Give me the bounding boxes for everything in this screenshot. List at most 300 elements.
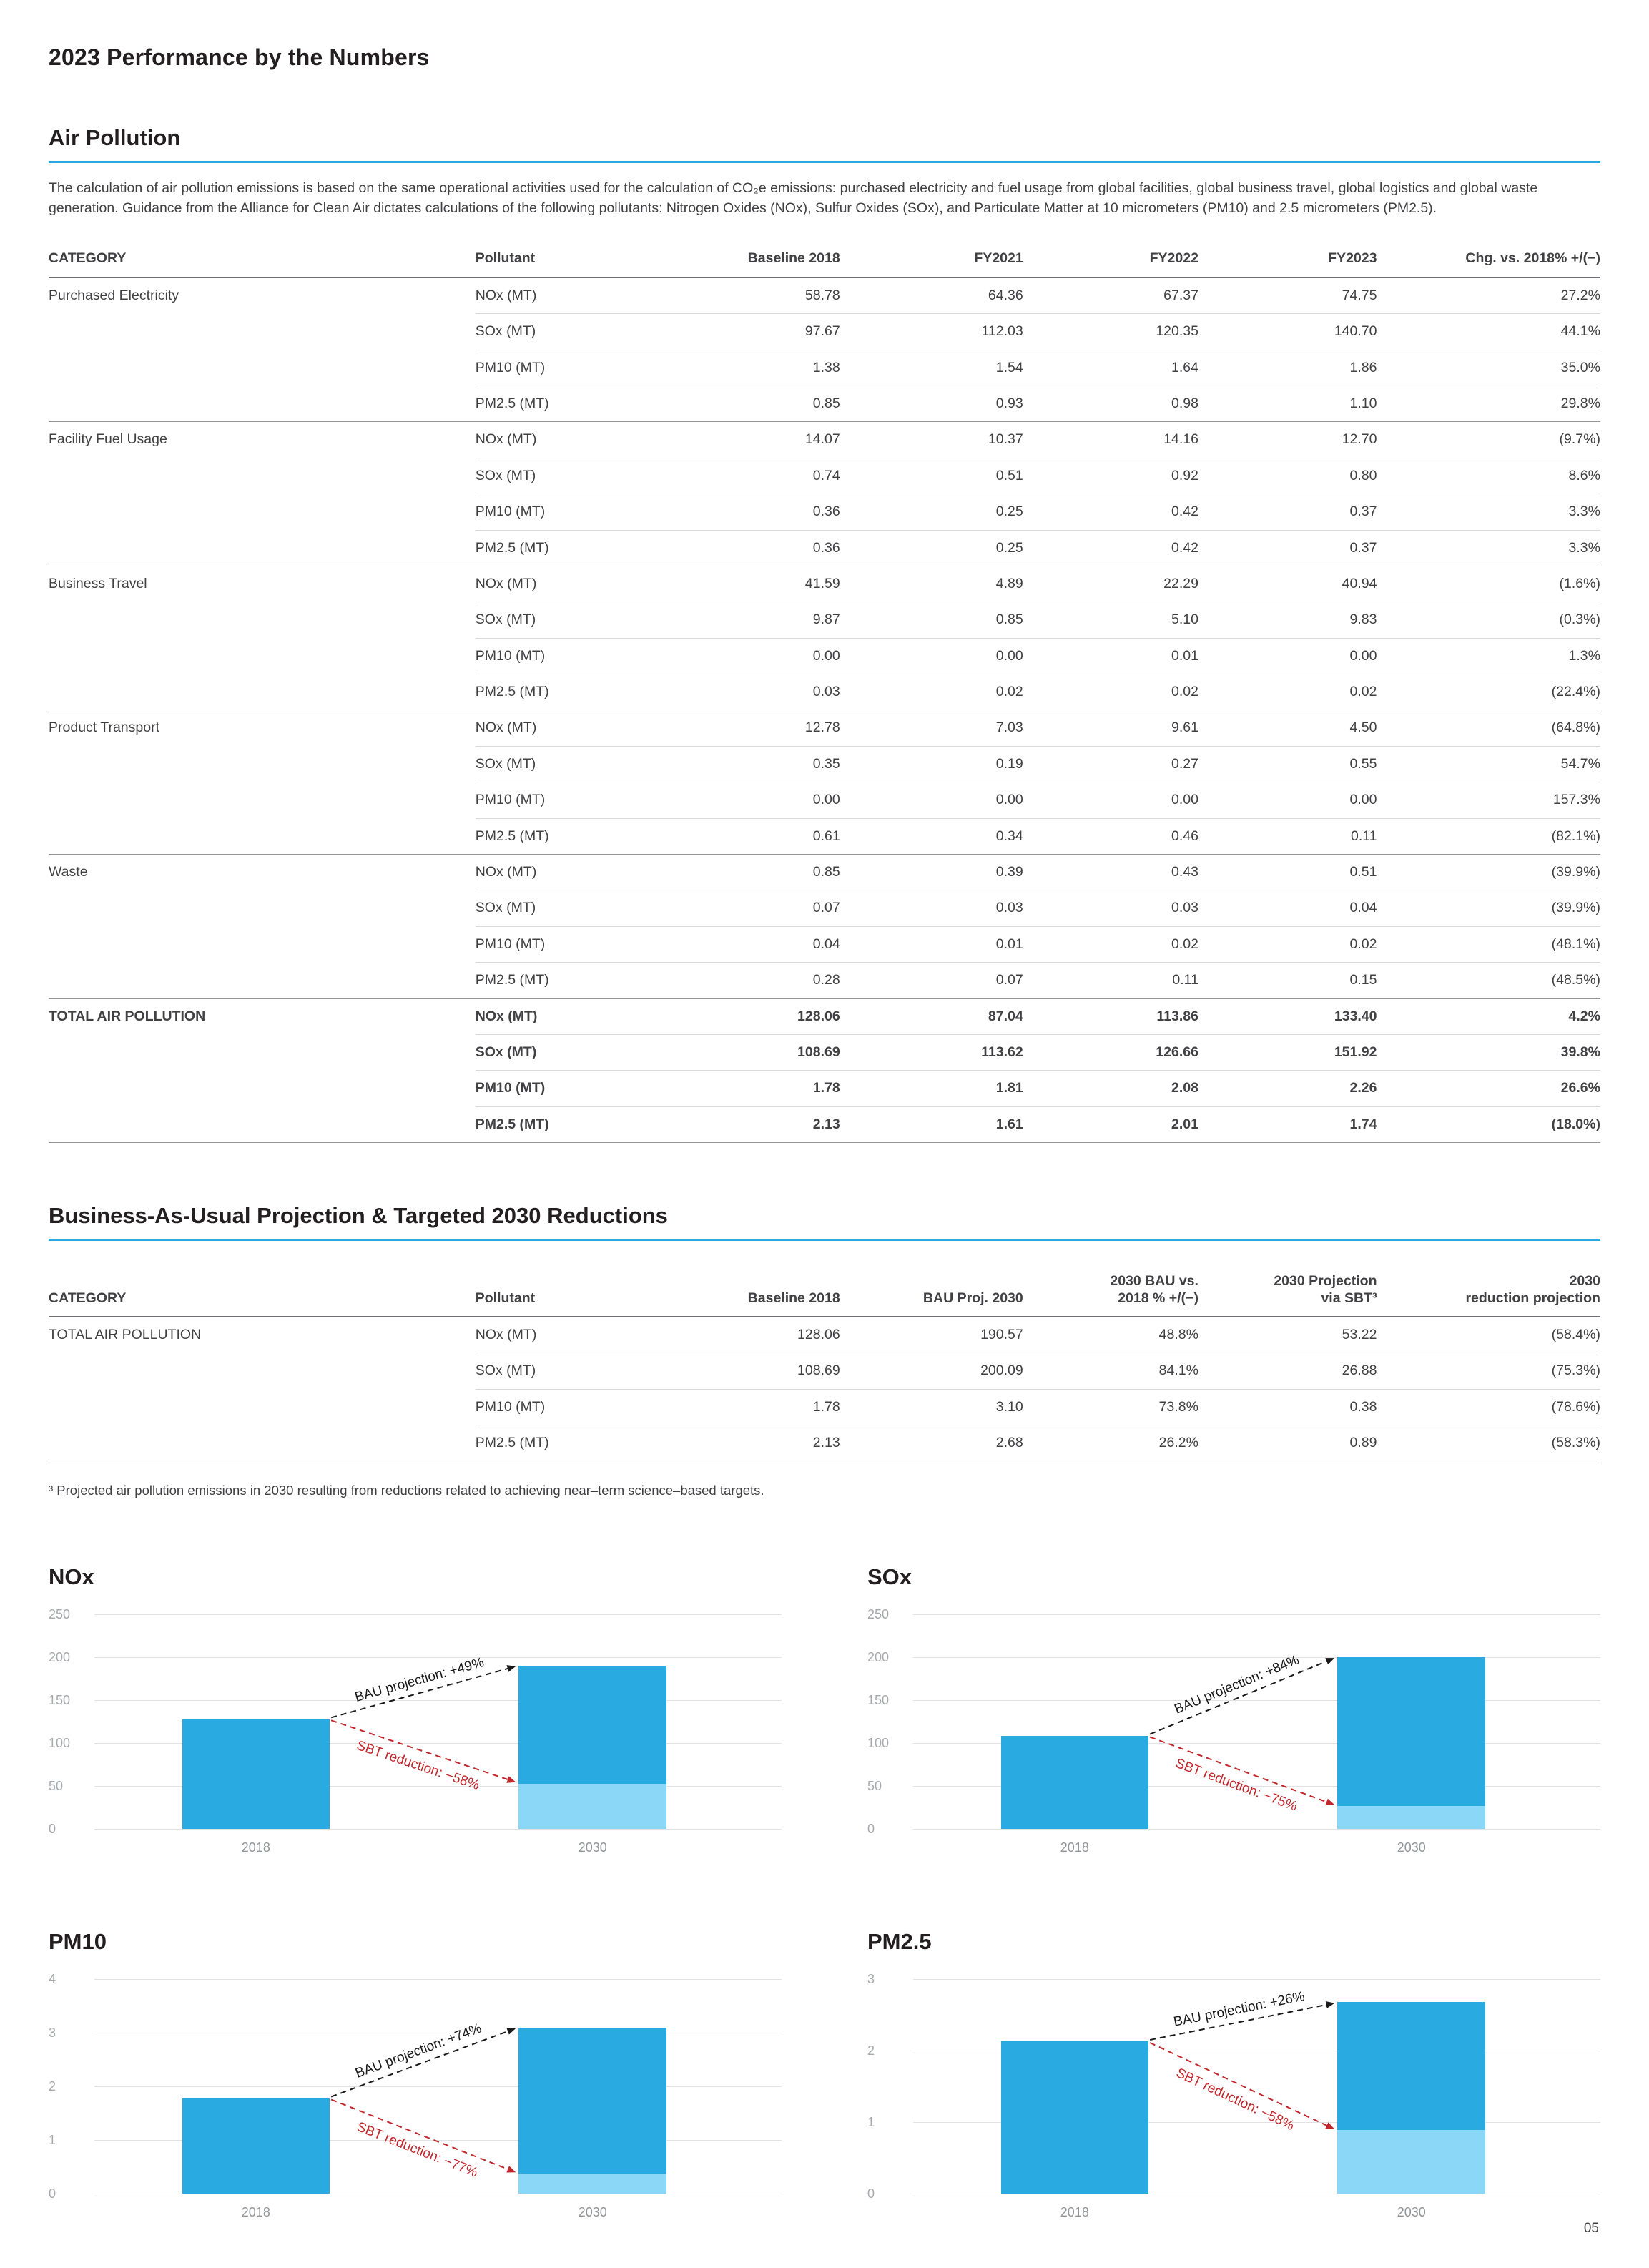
value-cell: 0.98 (1171, 395, 1198, 411)
bau-projection-label: BAU projection: +74% (353, 2021, 484, 2082)
air-pollution-intro: The calculation of air pollution emissions is based on the same operational activities used for the calculation of CO₂e emissions: purchased electricity and fuel usage from global facilities, global business travel, global logistics and global waste generation. Guidance from the Alliance for Clean Air dictates calculations of the following pollutants: Nitrogen Oxides (NOx), Sulfur Oxides (SOx), and Particulate Matter at 10 micrometers (PM10) and 2.5 micrometers (PM2.5). (49, 180, 1538, 216)
chart-pm25 (867, 1929, 1600, 2234)
value-cell: 108.69 (664, 1035, 840, 1071)
chart-sox (867, 1564, 1600, 1869)
x-tick-label: 2018 (1060, 1840, 1089, 1855)
y-tick-label: 1 (867, 2115, 875, 2130)
value-cell: (1.6%) (1377, 566, 1600, 602)
category-cell (49, 890, 476, 926)
value-cell: 200.09 (840, 1353, 1023, 1389)
value-cell: 128.06 (664, 999, 840, 1035)
pollutant-cell: PM10 (MT) (476, 639, 665, 674)
value-cell: 0.85 (840, 602, 1023, 638)
y-tick-label: 0 (49, 2186, 56, 2201)
value-cell: 112.03 (840, 314, 1023, 350)
value-cell: 0.02 (1171, 684, 1198, 700)
pollutant-cell: PM10 (MT) (476, 1071, 665, 1106)
value-cell: 0.00 (664, 639, 840, 674)
air-pollution-table (49, 241, 1600, 1143)
category-cell (49, 1107, 476, 1142)
value-cell: 3.10 (840, 1390, 1023, 1425)
table-row (49, 999, 1600, 1035)
chart-title: SOx (867, 1564, 912, 1590)
table-row (49, 1035, 1600, 1071)
category-cell (49, 639, 476, 674)
value-cell: 26.88 (1198, 1353, 1377, 1389)
chart-plot (49, 1607, 782, 1869)
category-cell (49, 1035, 476, 1071)
value-cell: (39.9%) (1377, 890, 1600, 926)
pollutant-cell: PM2.5 (MT) (475, 684, 549, 700)
chart-annotations (94, 1979, 782, 2222)
value-cell: 26.6% (1377, 1071, 1600, 1106)
value-cell: 2.13 (812, 1116, 840, 1132)
table-row (49, 531, 1600, 566)
value-cell: 0.11 (1172, 972, 1198, 988)
bau-section (49, 1203, 1600, 1498)
value-cell: 0.36 (664, 494, 840, 530)
table-group (49, 710, 1600, 855)
value-cell: 9.61 (1023, 710, 1198, 746)
y-tick-label: 100 (867, 1736, 890, 1751)
value-cell: 0.00 (664, 782, 840, 818)
value-cell: 1.64 (1023, 350, 1198, 386)
value-cell: 1.38 (664, 350, 840, 386)
value-cell: (48.1%) (1377, 927, 1600, 963)
pollutant-cell: PM10 (MT) (476, 1390, 665, 1425)
chart-nox (49, 1564, 782, 1869)
value-cell: 67.37 (1023, 278, 1198, 314)
bau-projection-label: BAU projection: +84% (1172, 1652, 1301, 1718)
category-cell (49, 350, 476, 386)
chart-title: PM10 (49, 1929, 107, 1955)
value-cell: 0.37 (1198, 494, 1377, 530)
pollutant-cell: SOx (MT) (476, 747, 665, 782)
table-row (49, 639, 1600, 674)
column-header: Chg. vs. 2018% +/(−) (1465, 250, 1600, 267)
y-tick-label: 200 (867, 1650, 890, 1665)
value-cell: (75.3%) (1377, 1353, 1600, 1389)
pollutant-cell: PM2.5 (MT) (475, 1116, 549, 1132)
value-cell: 0.01 (840, 927, 1023, 963)
value-cell: 113.62 (840, 1035, 1023, 1071)
value-cell: (39.9%) (1377, 855, 1600, 890)
pollutant-cell: NOx (MT) (476, 1317, 665, 1353)
bau-projection-label: BAU projection: +26% (1172, 1989, 1306, 2031)
value-cell: 54.7% (1377, 747, 1600, 782)
value-cell: 120.35 (1023, 314, 1198, 350)
category-cell (49, 927, 476, 963)
value-cell: 0.37 (1349, 539, 1377, 556)
value-cell: 3.3% (1568, 539, 1600, 556)
table-row (49, 314, 1600, 350)
value-cell: 0.00 (840, 782, 1023, 818)
value-cell: 0.80 (1198, 458, 1377, 494)
category-cell: Waste (49, 864, 88, 880)
bau-heading: Business-As-Usual Projection & Targeted 2030 Reductions (49, 1203, 1600, 1241)
value-cell: 10.37 (840, 422, 1023, 458)
value-cell: 0.51 (1198, 855, 1377, 890)
table-row (49, 747, 1600, 782)
table-row (49, 890, 1600, 926)
y-tick-label: 200 (49, 1650, 71, 1665)
category-cell (49, 1390, 476, 1425)
sbt-reduction-label: SBT reduction: −58% (1173, 2066, 1297, 2134)
category-cell (49, 782, 476, 818)
table-group (49, 999, 1600, 1144)
value-cell: 0.46 (1171, 828, 1198, 844)
table-row (49, 566, 1600, 602)
pollutant-cell: PM2.5 (MT) (475, 828, 549, 844)
value-cell: 0.35 (664, 747, 840, 782)
value-cell: 4.50 (1198, 710, 1377, 746)
pollutant-cell: PM2.5 (MT) (475, 972, 549, 988)
value-cell: 0.00 (840, 639, 1023, 674)
chart-annotations (913, 1614, 1600, 1857)
page-title: 2023 Performance by the Numbers (49, 44, 430, 70)
pollutant-cell: SOx (MT) (476, 1035, 665, 1071)
column-header: Pollutant (475, 250, 536, 267)
value-cell: 0.25 (840, 494, 1023, 530)
value-cell: 26.2% (1158, 1435, 1198, 1451)
pollutant-cell: PM10 (MT) (476, 782, 665, 818)
value-cell: 12.78 (664, 710, 840, 746)
y-tick-label: 0 (867, 2186, 875, 2201)
table-row (49, 855, 1600, 890)
chart-annotations (94, 1614, 782, 1857)
value-cell: 48.8% (1023, 1317, 1198, 1353)
pollutant-cell: SOx (MT) (476, 314, 665, 350)
sbt-reduction-line (1150, 2043, 1333, 2129)
table-row (49, 1353, 1600, 1389)
y-tick-label: 50 (49, 1779, 64, 1794)
category-cell (49, 386, 476, 421)
value-cell: 0.15 (1349, 972, 1377, 988)
value-cell: 27.2% (1377, 278, 1600, 314)
value-cell: 2.13 (812, 1435, 840, 1451)
table-row (49, 278, 1600, 314)
y-tick-label: 250 (49, 1607, 71, 1622)
value-cell: 9.83 (1198, 602, 1377, 638)
column-header: BAU Proj. 2030 (922, 1290, 1023, 1306)
category-cell (49, 531, 476, 566)
category-cell (49, 1353, 476, 1389)
bau-projection-line (1150, 1659, 1333, 1734)
value-cell: 3.3% (1377, 494, 1600, 530)
chart-title: PM2.5 (867, 1929, 932, 1955)
value-cell: 1.78 (664, 1390, 840, 1425)
y-tick-label: 150 (49, 1693, 71, 1708)
table-row (49, 674, 1600, 710)
column-header: Baseline 2018 (747, 250, 840, 267)
value-cell: 0.74 (664, 458, 840, 494)
sbt-reduction-label: SBT reduction: −58% (354, 1738, 482, 1794)
value-cell: 0.19 (840, 747, 1023, 782)
air-pollution-heading: Air Pollution (49, 125, 1600, 163)
bau-projection-table (49, 1264, 1600, 1461)
sbt-footnote: ³ Projected air pollution emissions in 2030 resulting from reductions related to achieving near–term science–based targets. (49, 1483, 764, 1498)
value-cell: 151.92 (1198, 1035, 1377, 1071)
value-cell: 0.89 (1349, 1435, 1377, 1451)
pollutant-cell: NOx (MT) (476, 999, 665, 1035)
chart-annotations (913, 1979, 1600, 2222)
value-cell: 1.10 (1349, 395, 1377, 411)
sbt-reduction-label: SBT reduction: −75% (1173, 1756, 1299, 1815)
value-cell: 0.03 (812, 684, 840, 700)
value-cell: 64.36 (840, 278, 1023, 314)
table-row (49, 602, 1600, 638)
category-cell (49, 1071, 476, 1106)
y-tick-label: 3 (867, 1972, 875, 1987)
value-cell: 113.86 (1023, 999, 1198, 1035)
category-cell: Business Travel (49, 575, 147, 591)
table-row (49, 350, 1600, 386)
column-header: FY2021 (974, 250, 1023, 267)
x-tick-label: 2018 (241, 2205, 270, 2220)
table-row (49, 819, 1600, 854)
value-cell: (82.1%) (1551, 828, 1600, 844)
value-cell: 0.02 (995, 684, 1023, 700)
chart-plot (867, 1972, 1600, 2234)
x-tick-label: 2030 (578, 2205, 607, 2220)
chart-pm10 (49, 1929, 782, 2234)
value-cell: 73.8% (1023, 1390, 1198, 1425)
value-cell: 0.07 (664, 890, 840, 926)
value-cell: 44.1% (1377, 314, 1600, 350)
chart-plot (867, 1607, 1600, 1869)
column-header: CATEGORY (49, 250, 127, 267)
table-group (49, 1317, 1600, 1462)
table-row (49, 458, 1600, 494)
value-cell: 157.3% (1377, 782, 1600, 818)
value-cell: 0.43 (1023, 855, 1198, 890)
value-cell: 0.51 (840, 458, 1023, 494)
value-cell: 0.03 (840, 890, 1023, 926)
table-group (49, 422, 1600, 566)
y-tick-label: 2 (867, 2043, 875, 2058)
table-row (49, 422, 1600, 458)
value-cell: 1.86 (1198, 350, 1377, 386)
table-row (49, 1071, 1600, 1106)
value-cell: 2.01 (1171, 1116, 1198, 1132)
value-cell: 0.42 (1171, 539, 1198, 556)
value-cell: 39.8% (1377, 1035, 1600, 1071)
category-cell (49, 494, 476, 530)
value-cell: 12.70 (1198, 422, 1377, 458)
y-tick-label: 50 (867, 1779, 882, 1794)
column-header: Pollutant (475, 1290, 536, 1306)
pollutant-cell: SOx (MT) (476, 890, 665, 926)
value-cell: 1.74 (1349, 1116, 1377, 1132)
value-cell: 0.04 (1198, 890, 1377, 926)
value-cell: 0.01 (1023, 639, 1198, 674)
value-cell: 0.55 (1198, 747, 1377, 782)
pollutant-cell: NOx (MT) (476, 422, 665, 458)
value-cell: 40.94 (1198, 566, 1377, 602)
value-cell: 87.04 (840, 999, 1023, 1035)
category-cell: TOTAL AIR POLLUTION (49, 1008, 206, 1024)
pollutant-cell: NOx (MT) (476, 566, 665, 602)
category-cell (49, 314, 476, 350)
pollutant-cell: PM10 (MT) (476, 350, 665, 386)
value-cell: (18.0%) (1551, 1116, 1600, 1132)
value-cell: 0.92 (1023, 458, 1198, 494)
value-cell: 1.81 (840, 1071, 1023, 1106)
x-tick-label: 2030 (578, 1840, 607, 1855)
value-cell: 0.28 (812, 972, 840, 988)
pollutant-cell: SOx (MT) (476, 1353, 665, 1389)
table-row (49, 782, 1600, 818)
column-header: CATEGORY (49, 1290, 127, 1306)
table-group (49, 566, 1600, 711)
column-header: FY2022 (1149, 250, 1198, 267)
value-cell: 53.22 (1198, 1317, 1377, 1353)
y-tick-label: 4 (49, 1972, 56, 1987)
table-row (49, 710, 1600, 746)
category-cell (49, 963, 476, 998)
value-cell: 2.68 (995, 1435, 1023, 1451)
value-cell: 133.40 (1198, 999, 1377, 1035)
value-cell: 8.6% (1377, 458, 1600, 494)
column-header: 2030 Projection via SBT³ (1274, 1273, 1377, 1306)
value-cell: (9.7%) (1377, 422, 1600, 458)
page-number: 05 (1583, 2221, 1599, 2236)
y-tick-label: 250 (867, 1607, 890, 1622)
sbt-reduction-label: SBT reduction: −77% (354, 2119, 480, 2181)
value-cell: 0.93 (995, 395, 1023, 411)
value-cell: 1.78 (664, 1071, 840, 1106)
table-row (49, 1425, 1600, 1461)
value-cell: 22.29 (1023, 566, 1198, 602)
value-cell: 1.54 (840, 350, 1023, 386)
value-cell: 2.26 (1198, 1071, 1377, 1106)
value-cell: 9.87 (664, 602, 840, 638)
pollutant-cell: PM10 (MT) (476, 494, 665, 530)
table-group (49, 855, 1600, 999)
value-cell: 0.02 (1023, 927, 1198, 963)
y-tick-label: 3 (49, 2026, 56, 2041)
table-header-row (49, 241, 1600, 278)
value-cell: 29.8% (1560, 395, 1600, 411)
pollutant-cell: PM2.5 (MT) (475, 539, 549, 556)
table-row (49, 494, 1600, 530)
value-cell: 0.04 (664, 927, 840, 963)
value-cell: (48.5%) (1551, 972, 1600, 988)
y-tick-label: 100 (49, 1736, 71, 1751)
value-cell: 0.85 (812, 395, 840, 411)
value-cell: (64.8%) (1377, 710, 1600, 746)
value-cell: 0.36 (812, 539, 840, 556)
value-cell: 35.0% (1377, 350, 1600, 386)
value-cell: (58.4%) (1377, 1317, 1600, 1353)
value-cell: 0.85 (664, 855, 840, 890)
pollutant-cell: NOx (MT) (476, 855, 665, 890)
value-cell: 140.70 (1198, 314, 1377, 350)
value-cell: 0.07 (995, 972, 1023, 988)
table-row (49, 963, 1600, 998)
chart-plot (49, 1972, 782, 2234)
sbt-reduction-line (331, 2100, 514, 2172)
value-cell: 0.38 (1198, 1390, 1377, 1425)
category-cell: Purchased Electricity (49, 287, 179, 303)
table-header-row (49, 1264, 1600, 1317)
value-cell: 41.59 (664, 566, 840, 602)
y-tick-label: 1 (49, 2133, 56, 2148)
value-cell: 7.03 (840, 710, 1023, 746)
category-cell: TOTAL AIR POLLUTION (49, 1326, 202, 1342)
value-cell: 0.39 (840, 855, 1023, 890)
value-cell: 97.67 (664, 314, 840, 350)
value-cell: 1.3% (1377, 639, 1600, 674)
value-cell: 4.89 (840, 566, 1023, 602)
pollutant-cell: PM10 (MT) (476, 927, 665, 963)
y-tick-label: 150 (867, 1693, 890, 1708)
table-row (49, 1390, 1600, 1425)
value-cell: (58.3%) (1551, 1435, 1600, 1451)
y-tick-label: 0 (867, 1822, 875, 1837)
x-tick-label: 2018 (1060, 2205, 1089, 2220)
column-header: Baseline 2018 (747, 1290, 840, 1306)
value-cell: 14.16 (1023, 422, 1198, 458)
category-cell: Product Transport (49, 720, 159, 736)
bau-projection-line (331, 2029, 514, 2097)
value-cell: (0.3%) (1377, 602, 1600, 638)
x-tick-label: 2030 (1397, 2205, 1426, 2220)
value-cell: 0.03 (1023, 890, 1198, 926)
value-cell: 0.00 (1198, 639, 1377, 674)
y-tick-label: 0 (49, 1822, 56, 1837)
category-cell: Facility Fuel Usage (49, 431, 167, 448)
category-cell (49, 602, 476, 638)
value-cell: 190.57 (840, 1317, 1023, 1353)
table-row (49, 1107, 1600, 1142)
value-cell: 0.42 (1023, 494, 1198, 530)
value-cell: 0.00 (1198, 782, 1377, 818)
air-pollution-section (49, 125, 1600, 1143)
charts-grid (49, 1564, 1600, 2234)
value-cell: 0.25 (995, 539, 1023, 556)
category-cell (49, 819, 476, 854)
value-cell: 0.34 (995, 828, 1023, 844)
column-header: 2030 reduction projection (1465, 1273, 1600, 1306)
value-cell: 58.78 (664, 278, 840, 314)
value-cell: 4.2% (1377, 999, 1600, 1035)
x-tick-label: 2018 (241, 1840, 270, 1855)
value-cell: 1.61 (995, 1116, 1023, 1132)
table-row (49, 1317, 1600, 1353)
value-cell: 0.11 (1350, 828, 1377, 844)
value-cell: 84.1% (1023, 1353, 1198, 1389)
table-group (49, 278, 1600, 423)
value-cell: 126.66 (1023, 1035, 1198, 1071)
pollutant-cell: PM2.5 (MT) (475, 1435, 549, 1451)
value-cell: 0.00 (1023, 782, 1198, 818)
value-cell: (22.4%) (1551, 684, 1600, 700)
pollutant-cell: NOx (MT) (476, 278, 665, 314)
value-cell: 14.07 (664, 422, 840, 458)
column-header: FY2023 (1328, 250, 1377, 267)
chart-title: NOx (49, 1564, 94, 1590)
value-cell: 0.61 (812, 828, 840, 844)
category-cell (49, 1425, 476, 1461)
value-cell: 2.08 (1023, 1071, 1198, 1106)
x-tick-label: 2030 (1397, 1840, 1426, 1855)
table-row (49, 386, 1600, 421)
pollutant-cell: PM2.5 (MT) (475, 395, 549, 411)
category-cell (49, 674, 476, 710)
bau-projection-label: BAU projection: +49% (353, 1655, 486, 1706)
pollutant-cell: SOx (MT) (476, 602, 665, 638)
